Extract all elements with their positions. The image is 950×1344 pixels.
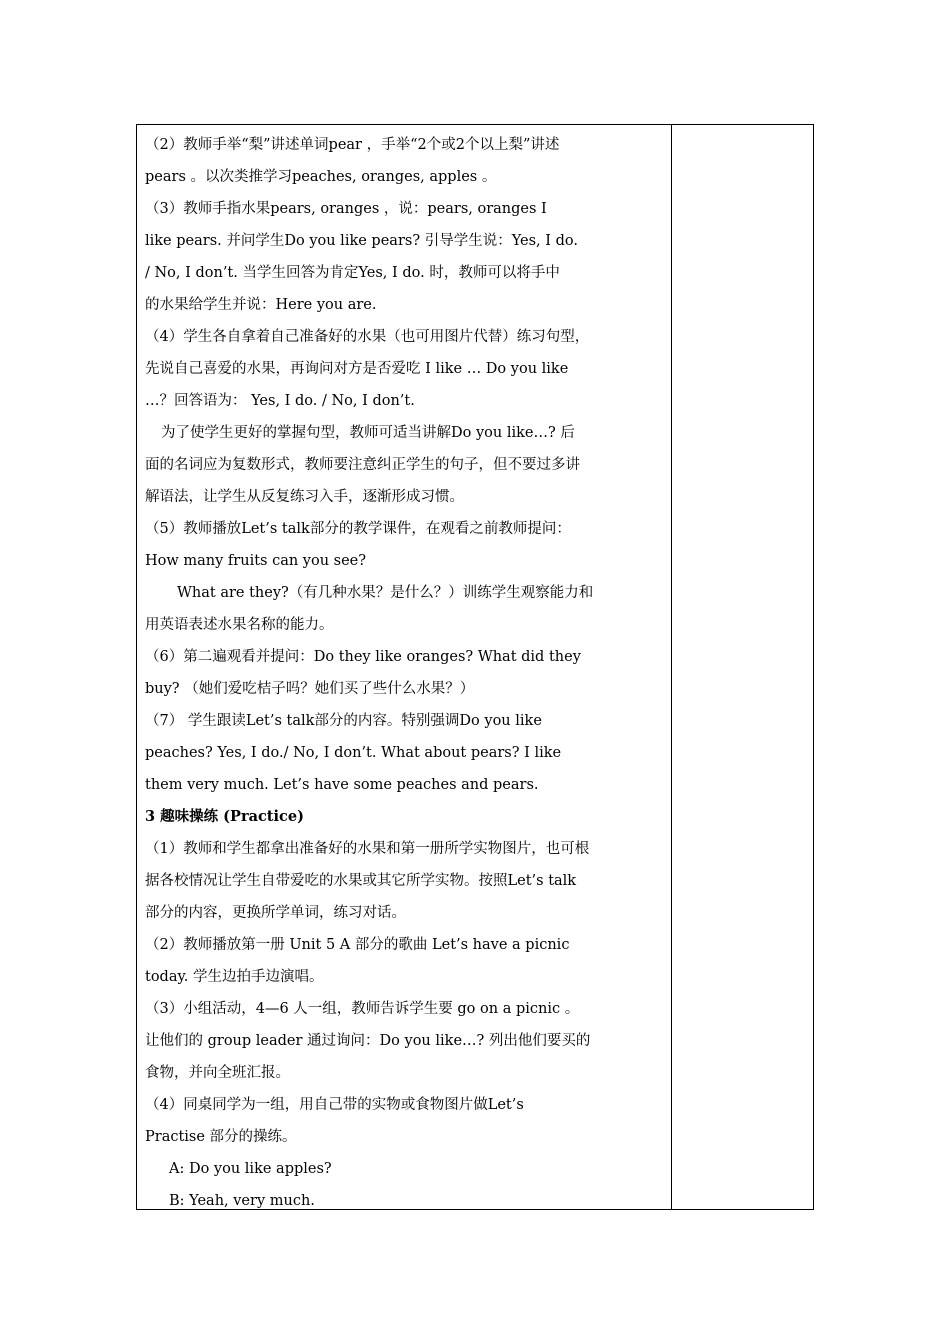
step-5-line-3: What are they?（有几种水果？是什么？）训练学生观察能力和 xyxy=(177,585,594,601)
step-6-line-1: （6）第二遍观看并提问：Do they like oranges? What did they xyxy=(145,649,581,665)
step-5-line-1: （5）教师播放Let’s talk部分的教学课件，在观看之前教师提问： xyxy=(145,521,571,537)
notes-cell-empty xyxy=(672,125,813,1209)
step-7-line-2: peaches? Yes, I do./ No, I don’t. What about pears? I like xyxy=(145,745,562,761)
step-3-line-2: like pears. 并问学生Do you like pears? 引导学生说：Yes, I do. xyxy=(145,233,578,249)
step-7-line-3: them very much. Let’s have some peaches and pears. xyxy=(145,777,539,793)
practice-1-line-2: 据各校情况让学生自带爱吃的水果或其它所学实物。按照Let’s talk xyxy=(145,873,577,889)
step-4-line-3: …？回答语为： Yes, I do. / No, I don’t. xyxy=(145,393,415,409)
note-line-3: 解语法，让学生从反复练习入手，逐渐形成习惯。 xyxy=(145,489,464,505)
step-5-line-2: How many fruits can you see? xyxy=(145,553,367,569)
step-2-line-1: （2）教师手举“梨”讲述单词pear ，手举“2个或2个以上梨”讲述 xyxy=(145,137,560,153)
practice-4-line-1: （4）同桌同学为一组，用自己带的实物或食物图片做Let’s xyxy=(145,1097,524,1113)
practice-4-line-2: Practise 部分的操练。 xyxy=(145,1129,297,1145)
lesson-steps-cell xyxy=(145,129,665,1217)
practice-2-line-2: today. 学生边拍手边演唱。 xyxy=(145,969,324,985)
step-4-line-2: 先说自己喜爱的水果，再询问对方是否爱吃 I like … Do you like xyxy=(145,361,569,377)
note-line-2: 面的名词应为复数形式，教师要注意纠正学生的句子，但不要过多讲 xyxy=(145,457,580,473)
practice-3-line-1: （3）小组活动，4—6 人一组，教师告诉学生要 go on a picnic 。 xyxy=(145,1001,580,1017)
note-line-1: 为了使学生更好的掌握句型，教师可适当讲解Do you like…? 后 xyxy=(161,425,575,441)
lesson-table xyxy=(136,124,814,1210)
practice-heading: 3 趣味操练 (Practice) xyxy=(145,808,304,825)
step-6-line-2: buy? （她们爱吃桔子吗？她们买了些什么水果？） xyxy=(145,681,475,697)
step-2-line-2: pears 。以次类推学习peaches, oranges, apples 。 xyxy=(145,169,497,185)
practice-1-line-1: （1）教师和学生都拿出准备好的水果和第一册所学实物图片，也可根 xyxy=(145,841,590,857)
practice-2-line-1: （2）教师播放第一册 Unit 5 A 部分的歌曲 Let’s have a picnic xyxy=(145,937,570,953)
step-3-line-4: 的水果给学生并说：Here you are. xyxy=(145,297,377,313)
step-3-line-3: / No, I don’t. 当学生回答为肯定Yes, I do. 时，教师可以将手中 xyxy=(145,265,560,281)
step-4-line-1: （4）学生各自拿着自己准备好的水果（也可用图片代替）练习句型， xyxy=(145,329,590,345)
practice-1-line-3: 部分的内容，更换所学单词，练习对话。 xyxy=(145,905,406,921)
dialogue-line-a: A: Do you like apples? xyxy=(169,1161,332,1177)
step-5-line-4: 用英语表述水果名称的能力。 xyxy=(145,617,334,633)
practice-3-line-2: 让他们的 group leader 通过询问：Do you like…? 列出他们要买的 xyxy=(145,1033,591,1049)
practice-3-line-3: 食物，并向全班汇报。 xyxy=(145,1065,290,1081)
dialogue-line-b: B: Yeah, very much. xyxy=(169,1193,315,1209)
step-7-line-1: （7） 学生跟读Let’s talk部分的内容。特别强调Do you like xyxy=(145,713,542,729)
step-3-line-1: （3）教师手指水果pears, oranges ，说：pears, oranges I xyxy=(145,201,547,217)
